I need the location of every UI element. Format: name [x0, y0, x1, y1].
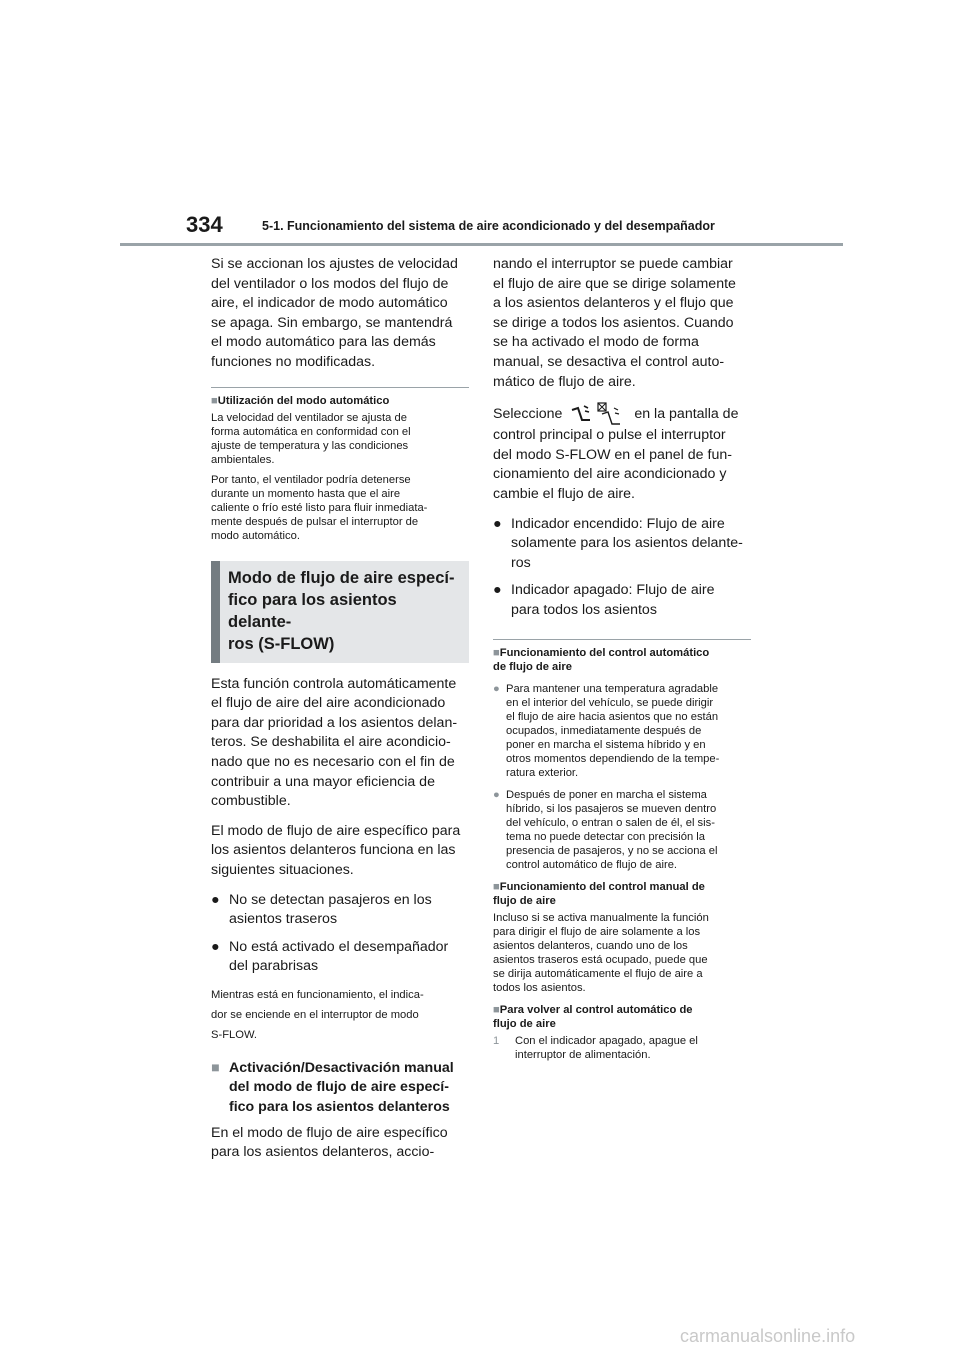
page-header — [0, 0, 960, 250]
sflow-description: Esta función controla automáticamente el flujo de aire del aire acondicionado para dar prioridad a los asientos delan- teros. Se deshabilita el aire acondicio- nado que no es necesario con el fin de contribuir a una mayor eficiencia de combustible. — [211, 675, 458, 810]
list-item: ● Indicador apagado: Flujo de aire para todos los asientos — [493, 582, 715, 618]
auto-control-heading: ■Funcionamiento del control automático de flujo de aire — [493, 646, 710, 673]
list-item: ● Para mantener una temperatura agradable en el interior del vehículo, se puede dirigir el flujo de aire hacia asientos que no están ocupados, inmediatamente después de poner en marcha el sistema híbrido y en otros momentos dependiendo de la tempe- ratura exterior. — [493, 682, 720, 779]
section-divider — [493, 639, 751, 640]
sflow-seat-icon — [570, 402, 626, 426]
step-item: 1 Con el indicador apagado, apague el interruptor de alimentación. — [493, 1034, 698, 1061]
activation-paragraph: En el modo de flujo de aire específico para los asientos delanteros, accio- — [211, 1124, 448, 1161]
bullet-icon: ● — [493, 582, 502, 599]
chapter-title: 5-1. Funcionamiento del sistema de aire acondicionado y del desempañador — [262, 219, 715, 233]
step-number: 1 — [493, 1034, 500, 1047]
manual-control-heading: ■Funcionamiento del control manual de flujo de aire — [493, 880, 705, 907]
list-item: ● Después de poner en marcha el sistema híbrido, si los pasajeros se mueven dentro del vehículo, o entran o salen de él, el sis- tema no puede detectar con precisión la presencia de pasajeros, y no se acciona el control automático de flujo de aire. — [493, 788, 718, 871]
bullet-icon: ● — [493, 515, 502, 532]
auto-mode-paragraph-1: La velocidad del ventilador se ajusta de forma automática en conformidad con el ajuste de temperatura y las condiciones ambientales. — [211, 411, 411, 466]
circle-bullet-icon: ● — [493, 788, 500, 801]
sflow-situations: El modo de flujo de aire específico para los asientos delanteros funciona en las siguientes situaciones. — [211, 822, 461, 878]
auto-mode-paragraph-2: Por tanto, el ventilador podría detenerse durante un momento hasta que el aire caliente o frío esté listo para fluir inmediata- mente después de pulsar el interruptor de modo automático. — [211, 473, 428, 542]
bullet-icon: ● — [211, 938, 220, 955]
intro-paragraph: Si se accionan los ajustes de velocidad del ventilador o los modos del flujo de aire, el indicador de modo automático se apaga. Sin embargo, se mantendrá el modo automático para las demás funciones no modificadas. — [211, 256, 458, 370]
activation-heading: ■ Activación/Desactivación manual del modo de flujo de aire especí- fico para los asientos delanteros — [211, 1059, 454, 1116]
auto-mode-heading: ■Utilización del modo automático — [211, 394, 390, 407]
manual-control-paragraph: Incluso si se activa manualmente la función para dirigir el flujo de aire solamente a los asientos delanteros, cuando uno de los asientos traseros está ocupado, puede que se dirija automáticamente el flujo de aire a todos los asientos. — [493, 911, 709, 994]
circle-bullet-icon: ● — [493, 682, 500, 695]
return-auto-heading: ■Para volver al control automático de flujo de aire — [493, 1003, 693, 1030]
bullet-icon: ● — [211, 891, 220, 908]
square-bullet-icon: ■ — [493, 880, 500, 893]
square-bullet-icon: ■ — [211, 394, 218, 407]
list-item: ● No se detectan pasajeros en los asientos traseros — [211, 891, 432, 928]
page-number: 334 — [186, 212, 223, 237]
header-divider — [120, 243, 843, 246]
activation-paragraph-cont: nando el interruptor se puede cambiar el flujo de aire que se dirige solamente a los asientos delanteros y el flujo que se dirige a todos los asientos. Cuando se ha activado el modo de forma manual, se desactiva el control auto- mático de flujo de aire. — [493, 256, 736, 390]
select-instruction: Seleccione en la pantalla de control principal o pulse el interruptor del modo S-FLOW en el panel de fun- cionamiento del aire acondicionado y cambie el flujo de aire. — [493, 402, 751, 504]
list-item: ● No está activado el desempañador del parabrisas — [211, 938, 449, 975]
section-title-box: Modo de flujo de aire especí- fico para los asientos delante- ros (S-FLOW) — [211, 561, 469, 663]
indicator-note: Mientras está en funcionamiento, el indica- dor se enciende en el interruptor de modo S-FLOW. — [211, 988, 424, 1041]
list-item: ● Indicador encendido: Flujo de aire solamente para los asientos delante- ros — [493, 515, 743, 571]
square-bullet-icon: ■ — [493, 646, 500, 659]
square-bullet-icon: ■ — [493, 1003, 500, 1016]
square-bullet-icon: ■ — [211, 1059, 220, 1076]
watermark: carmanualsonline.info — [680, 1326, 856, 1346]
section-divider — [211, 387, 469, 388]
right-column — [493, 255, 751, 1062]
left-column — [211, 255, 469, 1173]
